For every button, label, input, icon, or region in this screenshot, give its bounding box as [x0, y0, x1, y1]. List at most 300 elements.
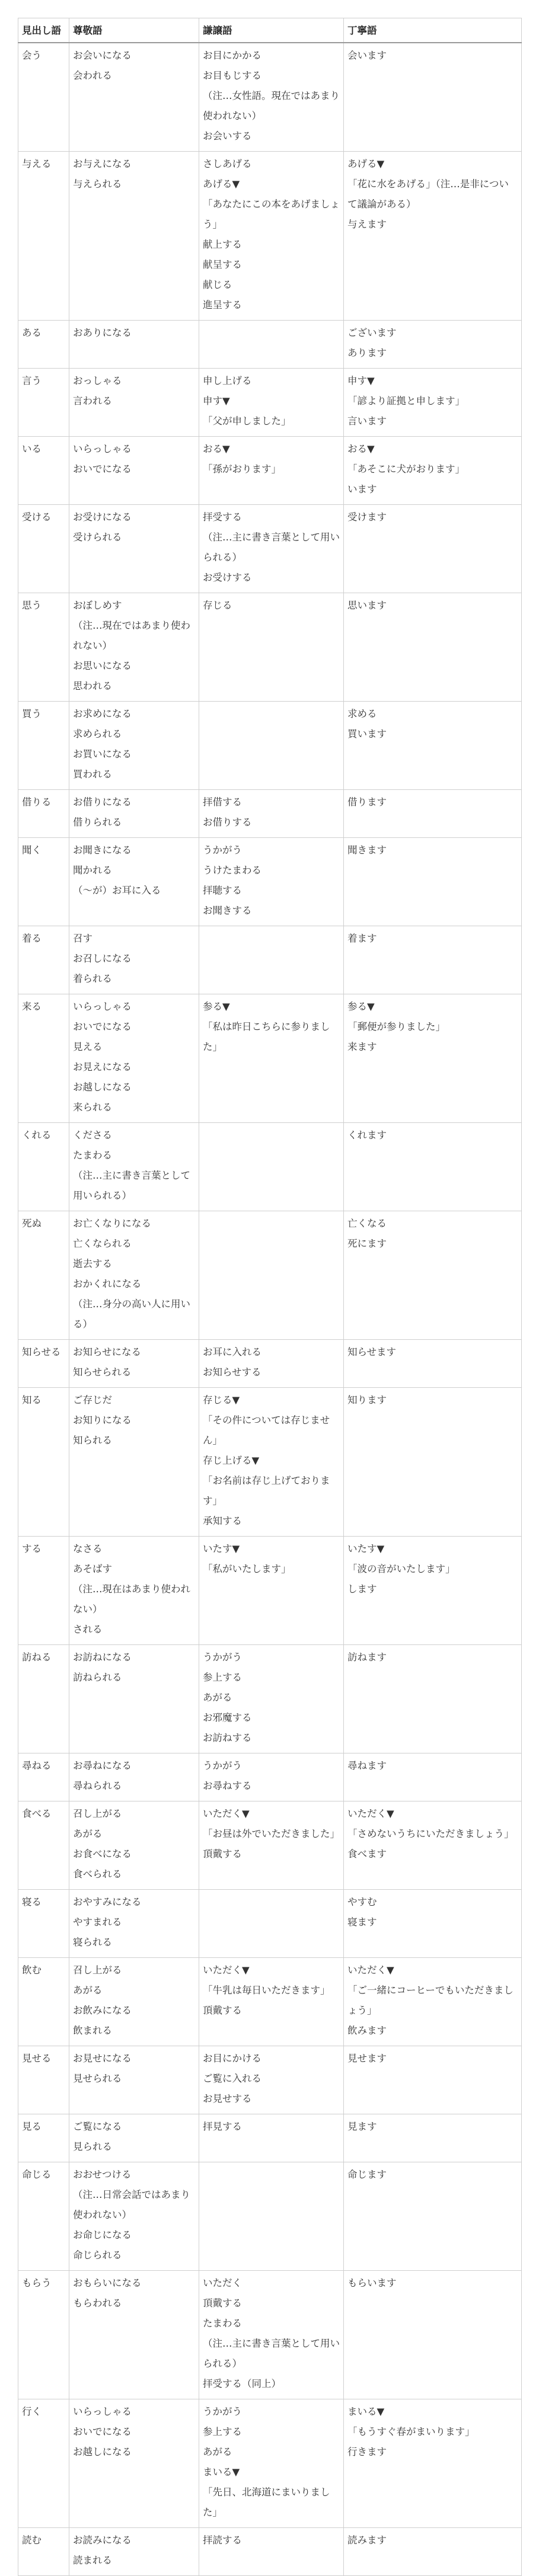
- teineigo-cell: [344, 1537, 522, 1645]
- sonkeigo-entry: （注…主に書き言葉として用いられる）: [73, 1170, 190, 1201]
- sonkeigo-entry: お見えになる: [73, 1061, 132, 1073]
- sonkeigo-entry: 借りられる: [73, 817, 122, 828]
- sonkeigo-entry: 与えられる: [73, 178, 122, 190]
- teineigo-entry: 受けます: [347, 511, 387, 523]
- sonkeigo-cell: [69, 2114, 199, 2162]
- table-row: [18, 505, 522, 593]
- teineigo-entry: 死にます: [347, 1238, 387, 1249]
- sonkeigo-cell: [69, 437, 199, 505]
- sonkeigo-entry: 買われる: [73, 769, 112, 780]
- kenjogo-entry: お訪ねする: [203, 1732, 252, 1743]
- kenjogo-entry: うかがう: [203, 1760, 242, 1771]
- teineigo-cell: [344, 1211, 522, 1340]
- sonkeigo-entry: 召し上がる: [73, 1808, 122, 1819]
- sonkeigo-entry: 求められる: [73, 728, 122, 740]
- teineigo-cell: [344, 994, 522, 1123]
- sonkeigo-entry: 尋ねられる: [73, 1780, 122, 1791]
- table-row: [18, 43, 522, 152]
- kenjogo-cell: [199, 702, 344, 790]
- kenjogo-cell: [199, 43, 344, 152]
- kenjogo-entry: あがる: [203, 1692, 232, 1703]
- sonkeigo-entry: 知らせられる: [73, 1367, 132, 1378]
- teineigo-entry: おる▼: [347, 443, 375, 455]
- sonkeigo-entry: お聞きになる: [73, 844, 132, 856]
- kenjogo-entry: （注…女性語。現在ではあまり使われない）: [203, 90, 340, 121]
- headword-cell: 知る: [18, 1388, 69, 1537]
- kenjogo-cell: [199, 152, 344, 321]
- table-row: [18, 1211, 522, 1340]
- kenjogo-entry: （注…主に書き言葉として用いられる）: [203, 2338, 340, 2369]
- teineigo-cell: [344, 1801, 522, 1890]
- kenjogo-cell: [199, 505, 344, 593]
- headword-cell: 聞く: [18, 838, 69, 926]
- kenjogo-entry: いただく: [203, 2277, 242, 2289]
- sonkeigo-entry: お借りになる: [73, 796, 132, 808]
- kenjogo-entry: おる▼: [203, 443, 230, 455]
- kenjogo-cell: [199, 437, 344, 505]
- teineigo-entry: ございます: [347, 327, 397, 338]
- sonkeigo-entry: お与えになる: [73, 158, 132, 169]
- teineigo-cell: [344, 790, 522, 838]
- headword-cell: 食べる: [18, 1801, 69, 1890]
- kenjogo-entry: 「私は昨日こちらに参りました」: [203, 1021, 330, 1052]
- headword-cell: 行く: [18, 2399, 69, 2528]
- teineigo-entry: 申す▼: [347, 375, 375, 386]
- sonkeigo-entry: お求めになる: [73, 708, 132, 719]
- teineigo-entry: 亡くなる: [347, 1218, 387, 1229]
- kenjogo-cell: [199, 1211, 344, 1340]
- sonkeigo-entry: お知らせになる: [73, 1346, 142, 1358]
- kenjogo-entry: いたす▼: [203, 1543, 240, 1554]
- kenjogo-entry: お目にかかる: [203, 50, 261, 61]
- kenjogo-entry: お目にかける: [203, 2053, 261, 2064]
- kenjogo-cell: [199, 1801, 344, 1890]
- sonkeigo-entry: 思われる: [73, 680, 112, 692]
- teineigo-cell: [344, 1123, 522, 1211]
- headword-cell: 死ぬ: [18, 1211, 69, 1340]
- teineigo-cell: [344, 437, 522, 505]
- teineigo-entry: います: [347, 484, 377, 495]
- table-body: [18, 43, 522, 2576]
- sonkeigo-entry: いらっしゃる: [73, 2406, 132, 2417]
- sonkeigo-entry: おもらいになる: [73, 2277, 142, 2289]
- sonkeigo-cell: [69, 1958, 199, 2046]
- teineigo-entry: くれます: [347, 1129, 387, 1141]
- kenjogo-entry: 参上する: [203, 1672, 242, 1683]
- kenjogo-entry: 拝見する: [203, 2121, 242, 2132]
- sonkeigo-cell: [69, 43, 199, 152]
- sonkeigo-cell: [69, 1801, 199, 1890]
- sonkeigo-cell: [69, 702, 199, 790]
- sonkeigo-cell: [69, 2046, 199, 2114]
- teineigo-entry: 命じます: [347, 2169, 387, 2180]
- kenjogo-entry: うかがう: [203, 2406, 242, 2417]
- kenjogo-entry: あげる▼: [203, 178, 240, 190]
- sonkeigo-entry: おやすみになる: [73, 1896, 142, 1908]
- teineigo-entry: 知ります: [347, 1394, 387, 1406]
- sonkeigo-cell: [69, 994, 199, 1123]
- sonkeigo-entry: （注…日常会話ではあまり使われない）: [73, 2189, 190, 2220]
- kenjogo-entry: お会いする: [203, 130, 252, 142]
- sonkeigo-entry: （～が）お耳に入る: [73, 885, 161, 896]
- headword-cell: 会う: [18, 43, 69, 152]
- kenjogo-entry: 参る▼: [203, 1001, 230, 1012]
- kenjogo-entry: 「お名前は存じ上げております」: [203, 1475, 330, 1506]
- teineigo-cell: [344, 926, 522, 994]
- sonkeigo-entry: おいでになる: [73, 1021, 132, 1032]
- kenjogo-entry: いただく▼: [203, 1808, 250, 1819]
- sonkeigo-entry: 聞かれる: [73, 865, 112, 876]
- sonkeigo-entry: 見える: [73, 1041, 103, 1052]
- headword-cell: 受ける: [18, 505, 69, 593]
- teineigo-entry: 「ご一緒にコーヒーでもいただきましょう」: [347, 1985, 514, 2016]
- table-row: [18, 1537, 522, 1645]
- table-row: [18, 1340, 522, 1388]
- teineigo-entry: 「さめないうちにいただきましょう」: [347, 1828, 514, 1839]
- sonkeigo-entry: お越しになる: [73, 1081, 132, 1093]
- sonkeigo-cell: [69, 152, 199, 321]
- kenjogo-entry: 献呈する: [203, 259, 242, 270]
- teineigo-cell: [344, 593, 522, 702]
- kenjogo-entry: あがる: [203, 2446, 232, 2457]
- teineigo-cell: [344, 2399, 522, 2528]
- headword-cell: 借りる: [18, 790, 69, 838]
- sonkeigo-entry: お命じになる: [73, 2229, 132, 2241]
- sonkeigo-entry: もらわれる: [73, 2297, 122, 2309]
- honorific-table: [18, 18, 522, 2576]
- kenjogo-entry: うかがう: [203, 1652, 242, 1663]
- teineigo-entry: 求める: [347, 708, 377, 719]
- kenjogo-entry: 献じる: [203, 279, 232, 290]
- kenjogo-entry: 参上する: [203, 2426, 242, 2437]
- sonkeigo-entry: なさる: [73, 1543, 103, 1554]
- headword-cell: 訪ねる: [18, 1645, 69, 1753]
- headword-cell: 飲む: [18, 1958, 69, 2046]
- teineigo-entry: 寝ます: [347, 1916, 377, 1928]
- teineigo-entry: 「花に水をあげる」（注…是非について議論がある）: [347, 178, 509, 210]
- kenjogo-entry: 存じ上げる▼: [203, 1455, 260, 1466]
- sonkeigo-entry: おおせつける: [73, 2169, 132, 2180]
- teineigo-entry: 「もうすぐ春がまいります」: [347, 2426, 475, 2437]
- sonkeigo-entry: お受けになる: [73, 511, 132, 523]
- sonkeigo-entry: お尋ねになる: [73, 1760, 132, 1771]
- table-row: [18, 2528, 522, 2576]
- teineigo-cell: [344, 505, 522, 593]
- kenjogo-entry: 拝受する: [203, 511, 242, 523]
- teineigo-cell: [344, 2114, 522, 2162]
- headword-cell: くれる: [18, 1123, 69, 1211]
- kenjogo-entry: お借りする: [203, 817, 252, 828]
- kenjogo-entry: 拝借する: [203, 796, 242, 808]
- sonkeigo-entry: お食べになる: [73, 1848, 132, 1860]
- teineigo-cell: [344, 1388, 522, 1537]
- kenjogo-cell: [199, 994, 344, 1123]
- teineigo-entry: いたす▼: [347, 1543, 385, 1554]
- kenjogo-entry: お受けする: [203, 572, 252, 583]
- teineigo-cell: [344, 369, 522, 437]
- kenjogo-entry: 頂戴する: [203, 2297, 242, 2309]
- sonkeigo-entry: 見られる: [73, 2141, 112, 2152]
- kenjogo-cell: [199, 2271, 344, 2399]
- teineigo-entry: もらいます: [347, 2277, 397, 2289]
- sonkeigo-entry: お訪ねになる: [73, 1652, 132, 1663]
- sonkeigo-entry: （注…現在はあまり使われない）: [73, 1583, 190, 1615]
- sonkeigo-entry: お飲みになる: [73, 2005, 132, 2016]
- teineigo-entry: 尋ねます: [347, 1760, 387, 1771]
- header-headword: 見出し語: [18, 18, 69, 43]
- teineigo-entry: 読みます: [347, 2535, 387, 2546]
- teineigo-entry: 「あそこに犬がおります」: [347, 463, 465, 475]
- sonkeigo-cell: [69, 790, 199, 838]
- teineigo-entry: やすむ: [347, 1896, 377, 1908]
- headword-cell: ある: [18, 321, 69, 369]
- sonkeigo-entry: 飲まれる: [73, 2025, 112, 2036]
- headword-cell: いる: [18, 437, 69, 505]
- kenjogo-entry: 「牛乳は毎日いただきます」: [203, 1985, 330, 1996]
- kenjogo-cell: [199, 1537, 344, 1645]
- table-row: [18, 2114, 522, 2162]
- teineigo-cell: [344, 1890, 522, 1958]
- table-row: [18, 702, 522, 790]
- teineigo-entry: 言います: [347, 415, 387, 427]
- headword-cell: 与える: [18, 152, 69, 321]
- sonkeigo-entry: お思いになる: [73, 660, 132, 671]
- sonkeigo-entry: あそばす: [73, 1563, 112, 1575]
- kenjogo-cell: [199, 2528, 344, 2576]
- sonkeigo-entry: 来られる: [73, 1102, 112, 1113]
- sonkeigo-cell: [69, 321, 199, 369]
- table-row: [18, 2399, 522, 2528]
- sonkeigo-entry: お読みになる: [73, 2535, 132, 2546]
- sonkeigo-entry: いらっしゃる: [73, 443, 132, 455]
- table-row: [18, 1645, 522, 1753]
- sonkeigo-entry: 受けられる: [73, 532, 122, 543]
- sonkeigo-cell: [69, 2528, 199, 2576]
- sonkeigo-cell: [69, 1340, 199, 1388]
- kenjogo-entry: お見せする: [203, 2093, 252, 2104]
- kenjogo-entry: 「お昼は外でいただきました」: [203, 1828, 340, 1839]
- teineigo-entry: まいる▼: [347, 2406, 385, 2417]
- sonkeigo-entry: お知りになる: [73, 1415, 132, 1426]
- teineigo-entry: 訪ねます: [347, 1652, 387, 1663]
- sonkeigo-entry: たまわる: [73, 1150, 112, 1161]
- sonkeigo-cell: [69, 505, 199, 593]
- header-kenjogo: 謙譲語: [199, 18, 344, 43]
- table-row: [18, 926, 522, 994]
- teineigo-entry: 聞きます: [347, 844, 387, 856]
- sonkeigo-entry: 会われる: [73, 70, 112, 81]
- teineigo-entry: 食べます: [347, 1848, 387, 1860]
- kenjogo-entry: 申す▼: [203, 395, 230, 407]
- sonkeigo-entry: 命じられる: [73, 2249, 122, 2261]
- sonkeigo-entry: ご存じだ: [73, 1394, 112, 1406]
- teineigo-cell: [344, 1340, 522, 1388]
- kenjogo-entry: うかがう: [203, 844, 242, 856]
- teineigo-entry: 「諺より証拠と申します」: [347, 395, 465, 407]
- table-row: [18, 2162, 522, 2271]
- sonkeigo-cell: [69, 1890, 199, 1958]
- headword-cell: もらう: [18, 2271, 69, 2399]
- table-row: [18, 437, 522, 505]
- kenjogo-entry: お耳に入れる: [203, 1346, 261, 1358]
- kenjogo-entry: 頂戴する: [203, 2005, 242, 2016]
- teineigo-entry: 来ます: [347, 1041, 377, 1052]
- sonkeigo-cell: [69, 369, 199, 437]
- table-row: [18, 838, 522, 926]
- sonkeigo-cell: [69, 1537, 199, 1645]
- teineigo-cell: [344, 838, 522, 926]
- kenjogo-entry: 頂戴する: [203, 1848, 242, 1860]
- teineigo-entry: あります: [347, 347, 387, 359]
- kenjogo-cell: [199, 838, 344, 926]
- table-row: [18, 2046, 522, 2114]
- header-teineigo: 丁寧語: [344, 18, 522, 43]
- kenjogo-entry: まいる▼: [203, 2466, 240, 2478]
- kenjogo-cell: [199, 593, 344, 702]
- kenjogo-entry: 承知する: [203, 1515, 242, 1527]
- teineigo-entry: します: [347, 1583, 377, 1595]
- kenjogo-cell: [199, 2046, 344, 2114]
- table-row: [18, 321, 522, 369]
- table-row: [18, 152, 522, 321]
- sonkeigo-entry: 亡くなられる: [73, 1238, 132, 1249]
- sonkeigo-entry: （注…現在ではあまり使われない）: [73, 620, 190, 651]
- kenjogo-entry: ご覧に入れる: [203, 2073, 261, 2084]
- kenjogo-entry: 「その件については存じません」: [203, 1415, 330, 1446]
- sonkeigo-entry: 見せられる: [73, 2073, 122, 2084]
- headword-cell: 買う: [18, 702, 69, 790]
- headword-cell: 着る: [18, 926, 69, 994]
- sonkeigo-entry: ご覧になる: [73, 2121, 122, 2132]
- sonkeigo-entry: お買いになる: [73, 748, 132, 760]
- teineigo-entry: 参る▼: [347, 1001, 375, 1012]
- headword-cell: 見せる: [18, 2046, 69, 2114]
- kenjogo-entry: お知らせする: [203, 1367, 261, 1378]
- teineigo-entry: いただく▼: [347, 1808, 394, 1819]
- teineigo-entry: 買います: [347, 728, 387, 740]
- teineigo-cell: [344, 1958, 522, 2046]
- kenjogo-entry: 献上する: [203, 239, 242, 250]
- sonkeigo-entry: 召し上がる: [73, 1964, 122, 1976]
- teineigo-cell: [344, 1753, 522, 1801]
- kenjogo-entry: 「先日、北海道にまいりました」: [203, 2487, 330, 2518]
- kenjogo-entry: 「父が申しました」: [203, 415, 291, 427]
- headword-cell: 寝る: [18, 1890, 69, 1958]
- kenjogo-entry: お邪魔する: [203, 1712, 252, 1723]
- sonkeigo-entry: 召す: [73, 933, 93, 944]
- headword-cell: 知らせる: [18, 1340, 69, 1388]
- sonkeigo-entry: 食べられる: [73, 1868, 122, 1880]
- sonkeigo-entry: 知られる: [73, 1435, 112, 1446]
- sonkeigo-cell: [69, 1123, 199, 1211]
- table-row: [18, 1388, 522, 1537]
- kenjogo-entry: 進呈する: [203, 299, 242, 311]
- kenjogo-entry: 「あなたにこの本をあげましょう」: [203, 199, 340, 230]
- sonkeigo-entry: やすまれる: [73, 1916, 122, 1928]
- teineigo-cell: [344, 321, 522, 369]
- kenjogo-cell: [199, 1890, 344, 1958]
- kenjogo-entry: 存じる▼: [203, 1394, 240, 1406]
- teineigo-entry: 「郵便が参りました」: [347, 1021, 445, 1032]
- sonkeigo-entry: お見せになる: [73, 2053, 132, 2064]
- teineigo-entry: 会います: [347, 50, 387, 61]
- kenjogo-cell: [199, 321, 344, 369]
- header-sonkeigo: 尊敬語: [69, 18, 199, 43]
- kenjogo-cell: [199, 1958, 344, 2046]
- teineigo-entry: あげる▼: [347, 158, 385, 169]
- sonkeigo-cell: [69, 1388, 199, 1537]
- kenjogo-entry: お聞きする: [203, 905, 252, 916]
- sonkeigo-cell: [69, 1753, 199, 1801]
- sonkeigo-entry: 着られる: [73, 973, 112, 984]
- kenjogo-entry: 申し上げる: [203, 375, 252, 386]
- sonkeigo-entry: おいでになる: [73, 2426, 132, 2437]
- header-row: [18, 18, 522, 43]
- kenjogo-entry: 拝読する: [203, 2535, 242, 2546]
- teineigo-entry: 知らせます: [347, 1346, 397, 1358]
- kenjogo-cell: [199, 2114, 344, 2162]
- kenjogo-cell: [199, 926, 344, 994]
- sonkeigo-entry: お召しになる: [73, 953, 132, 964]
- sonkeigo-cell: [69, 2271, 199, 2399]
- kenjogo-cell: [199, 1645, 344, 1753]
- kenjogo-cell: [199, 1123, 344, 1211]
- teineigo-cell: [344, 2046, 522, 2114]
- sonkeigo-entry: おいでになる: [73, 463, 132, 475]
- teineigo-entry: 与えます: [347, 219, 387, 230]
- teineigo-entry: 着ます: [347, 933, 377, 944]
- kenjogo-entry: 存じる: [203, 600, 232, 611]
- headword-cell: 見る: [18, 2114, 69, 2162]
- teineigo-entry: 見ます: [347, 2121, 377, 2132]
- teineigo-cell: [344, 2528, 522, 2576]
- teineigo-cell: [344, 152, 522, 321]
- sonkeigo-cell: [69, 926, 199, 994]
- sonkeigo-entry: いらっしゃる: [73, 1001, 132, 1012]
- sonkeigo-entry: お会いになる: [73, 50, 132, 61]
- sonkeigo-cell: [69, 2399, 199, 2528]
- table-row: [18, 1123, 522, 1211]
- kenjogo-cell: [199, 1753, 344, 1801]
- headword-cell: 読む: [18, 2528, 69, 2576]
- table-row: [18, 1753, 522, 1801]
- sonkeigo-entry: お越しになる: [73, 2446, 132, 2457]
- table-row: [18, 1801, 522, 1890]
- sonkeigo-entry: お亡くなりになる: [73, 1218, 151, 1229]
- table-row: [18, 593, 522, 702]
- teineigo-entry: 行きます: [347, 2446, 387, 2457]
- kenjogo-cell: [199, 1340, 344, 1388]
- headword-cell: 思う: [18, 593, 69, 702]
- kenjogo-entry: 拝聴する: [203, 885, 242, 896]
- table-row: [18, 994, 522, 1123]
- kenjogo-entry: 「孫がおります」: [203, 463, 281, 475]
- sonkeigo-cell: [69, 593, 199, 702]
- teineigo-entry: いただく▼: [347, 1964, 394, 1976]
- table-row: [18, 369, 522, 437]
- kenjogo-entry: いただく▼: [203, 1964, 250, 1976]
- teineigo-entry: 「波の音がいたします」: [347, 1563, 455, 1575]
- sonkeigo-entry: 逝去する: [73, 1258, 112, 1269]
- kenjogo-cell: [199, 2162, 344, 2271]
- kenjogo-entry: お目もじする: [203, 70, 261, 81]
- kenjogo-entry: 「私がいたします」: [203, 1563, 291, 1575]
- sonkeigo-entry: 読まれる: [73, 2555, 112, 2566]
- teineigo-cell: [344, 2271, 522, 2399]
- kenjogo-entry: さしあげる: [203, 158, 252, 169]
- kenjogo-entry: うけたまわる: [203, 865, 261, 876]
- teineigo-entry: 見せます: [347, 2053, 387, 2064]
